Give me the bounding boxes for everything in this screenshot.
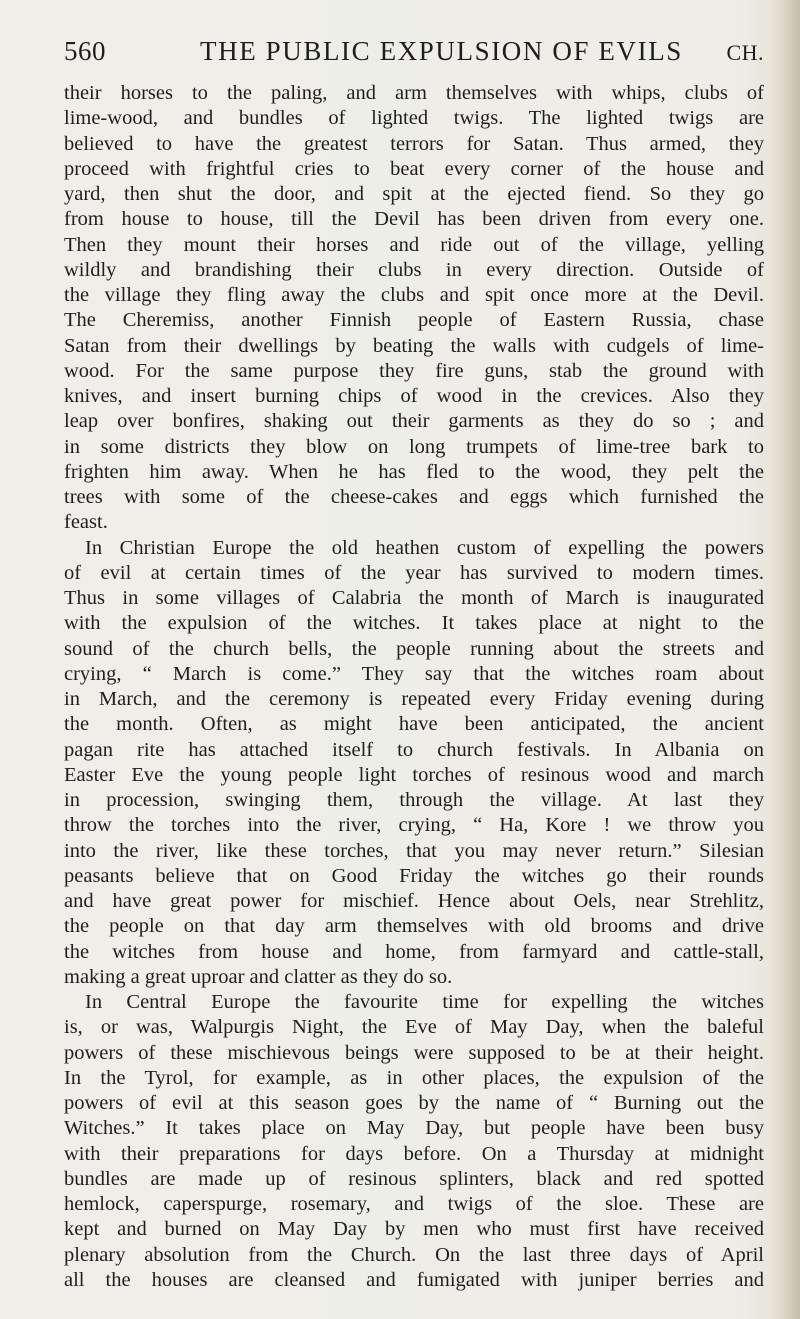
text-line: frighten him away. When he has fled to the wood, they pelt the bbox=[64, 460, 764, 483]
text-line: in March, and the ceremony is repeated every Friday evening during bbox=[64, 688, 764, 710]
text-line: throw the torches into the river, crying, “ Ha, Kore ! we throw you bbox=[64, 814, 764, 837]
text-line: yard, then shut the door, and spit at the ejected fiend. So they go bbox=[64, 183, 764, 205]
text-line: into the river, like these torches, that you may never return.” Silesian bbox=[64, 839, 764, 862]
text-line: the village they fling away the clubs and spit once more at the Devil. bbox=[64, 284, 764, 306]
text-line: Satan from their dwellings by beating the walls with cudgels of lime- bbox=[64, 334, 764, 357]
text-line: peasants believe that on Good Friday the witches go their rounds bbox=[64, 864, 764, 887]
text-line: with their preparations for days before. On a Thursday at midnight bbox=[64, 1142, 764, 1165]
text-line: powers of evil at this season goes by the name of “ Burning out the bbox=[64, 1092, 764, 1114]
text-line: The Cheremiss, another Finnish people of Eastern Russia, chase bbox=[64, 309, 764, 332]
text-line: lime-wood, and bundles of lighted twigs. The lighted twigs are bbox=[64, 107, 764, 130]
text-line: In Christian Europe the old heathen custom of expelling the powers bbox=[85, 536, 764, 559]
text-line: Thus in some villages of Calabria the month of March is inaugurated bbox=[64, 587, 764, 609]
text-line: believed to have the greatest terrors for Satan. Thus armed, they bbox=[64, 132, 764, 155]
chapter-abbreviation: CH. bbox=[726, 40, 764, 65]
text-line: Witches.” It takes place on May Day, but people have been busy bbox=[64, 1117, 764, 1140]
text-line: wood. For the same purpose they fire guns, stab the ground with bbox=[64, 359, 764, 382]
text-line: feast. bbox=[64, 511, 108, 534]
text-line: of evil at certain times of the year has survived to modern times. bbox=[64, 561, 764, 584]
text-line: in procession, swinging them, through the village. At last they bbox=[64, 789, 764, 811]
text-line: crying, “ March is come.” They say that the witches roam about bbox=[64, 662, 764, 685]
text-line: and have great power for mischief. Hence about Oels, near Strehlitz, bbox=[64, 890, 764, 912]
text-line: leap over bonfires, shaking out their garments as they do so ; and bbox=[64, 410, 764, 433]
text-line: from house to house, till the Devil has been driven from every one. bbox=[64, 208, 764, 231]
text-line: plenary absolution from the Church. On the last three days of April bbox=[64, 1243, 764, 1266]
text-line: the people on that day arm themselves with old brooms and drive bbox=[64, 915, 764, 938]
text-line: Then they mount their horses and ride out of the village, yelling bbox=[64, 233, 764, 256]
text-line: kept and burned on May Day by men who must first have received bbox=[64, 1218, 764, 1241]
text-line: their horses to the paling, and arm themselves with whips, clubs of bbox=[64, 82, 764, 104]
text-line: with the expulsion of the witches. It takes place at night to the bbox=[64, 612, 764, 635]
body-text bbox=[64, 81, 764, 1293]
text-line: powers of these mischievous beings were supposed to be at their height. bbox=[64, 1041, 764, 1064]
text-line: making a great uproar and clatter as they do so. bbox=[64, 965, 453, 988]
text-line: bundles are made up of resinous splinters, black and red spotted bbox=[64, 1167, 764, 1190]
text-line: the month. Often, as might have been anticipated, the ancient bbox=[64, 713, 764, 736]
text-line: wildly and brandishing their clubs in every direction. Outside of bbox=[64, 258, 764, 281]
text-line: knives, and insert burning chips of wood in the crevices. Also they bbox=[64, 385, 764, 407]
running-head bbox=[64, 36, 764, 76]
page-edge-shadow bbox=[772, 0, 800, 1319]
text-line: pagan rite has attached itself to church festivals. In Albania on bbox=[64, 738, 764, 761]
running-title: THE PUBLIC EXPULSION OF EVILS bbox=[200, 36, 683, 66]
text-line: In the Tyrol, for example, as in other places, the expulsion of the bbox=[64, 1066, 764, 1089]
text-line: the witches from house and home, from farmyard and cattle-stall, bbox=[64, 940, 764, 963]
text-line: trees with some of the cheese-cakes and eggs which furnished the bbox=[64, 486, 764, 508]
text-line: Easter Eve the young people light torches of resinous wood and march bbox=[64, 763, 764, 786]
text-line: is, or was, Walpurgis Night, the Eve of May Day, when the baleful bbox=[64, 1016, 764, 1039]
text-line: sound of the church bells, the people running about the streets and bbox=[64, 637, 764, 660]
page-number: 560 bbox=[64, 36, 106, 66]
text-line: In Central Europe the favourite time for expelling the witches bbox=[85, 991, 764, 1013]
text-line: in some districts they blow on long trumpets of lime-tree bark to bbox=[64, 435, 764, 458]
text-line: proceed with frightful cries to beat every corner of the house and bbox=[64, 157, 764, 180]
text-line: hemlock, caperspurge, rosemary, and twigs of the sloe. These are bbox=[64, 1193, 764, 1215]
text-line: all the houses are cleansed and fumigated with juniper berries and bbox=[64, 1268, 764, 1291]
